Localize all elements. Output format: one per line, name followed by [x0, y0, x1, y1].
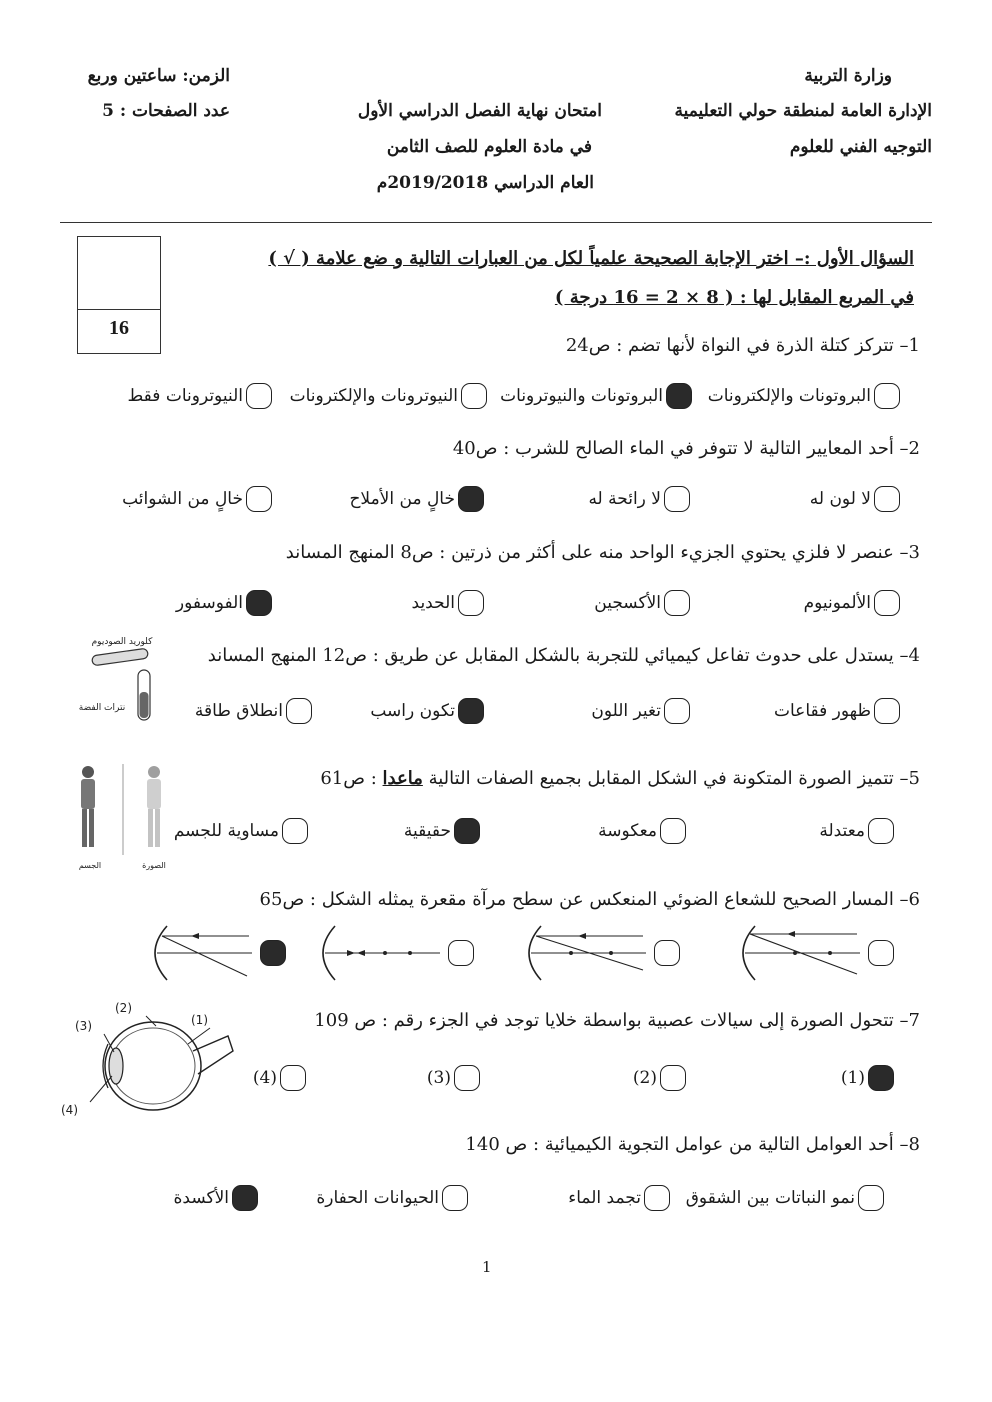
score-value: 16 [109, 317, 129, 339]
eye-label-1: (1) [190, 1013, 208, 1027]
q8-option-4[interactable]: الأكسدة [173, 1185, 258, 1211]
figure-label-sodium-chloride: كلوريد الصوديوم [91, 637, 153, 647]
checkbox[interactable] [858, 1185, 884, 1211]
checkbox[interactable] [664, 698, 690, 724]
guidance: التوجيه الفني للعلوم [789, 137, 932, 157]
exam-title: امتحان نهاية الفصل الدراسي الأول [357, 101, 602, 121]
q8-option-1[interactable]: نمو النباتات بين الشقوق [686, 1185, 884, 1211]
question-3-text: 3– عنصر لا فلزي يحتوي الجزيء الواحد منه على أكثر من ذرتين : ص8 المنهج المساند [285, 542, 920, 563]
q1-option-2[interactable]: البروتونات والنيوترونات [500, 383, 692, 409]
q5-option-1[interactable]: معتدلة [819, 818, 894, 844]
exam-year: العام الدراسي 2019/2018م [376, 173, 594, 193]
section-subtitle: في المربع المقابل لها : ( 8 × 2 = 16 درجة ) [554, 287, 914, 308]
q2-option-3[interactable]: خالٍ من الأملاح [349, 486, 484, 512]
question-4-text: 4– يستدل على حدوث تفاعل كيميائي للتجربة بالشكل المقابل عن طريق : ص12 المنهج المساند [207, 645, 920, 666]
q2-option-2[interactable]: لا رائحة له [588, 486, 690, 512]
eye-label-2: (2) [114, 1001, 132, 1015]
checkbox-selected[interactable] [246, 590, 272, 616]
figure-label-silver-nitrate: نترات الفضة [78, 703, 126, 713]
figure-label-object: الجسم [78, 861, 102, 870]
q4-option-3[interactable]: تكون راسب [370, 698, 484, 724]
q7-option-1[interactable]: (1) [841, 1065, 894, 1091]
section-title: السؤال الأول :– اختر الإجابة الصحيحة علمياً لكل من العبارات التالية و ضع علامة ( √ ) [268, 248, 914, 269]
mirror-diagram-2 [511, 922, 651, 984]
checkbox[interactable] [644, 1185, 670, 1211]
mirror-diagram-1 [725, 922, 865, 984]
checkbox-selected[interactable] [868, 1065, 894, 1091]
q3-option-4[interactable]: الفوسفور [176, 590, 272, 616]
ministry: وزارة التربية [804, 66, 892, 86]
checkbox[interactable] [874, 590, 900, 616]
page-number: 1 [482, 1258, 492, 1276]
question-1-text: 1– تتركز كتلة الذرة في النواة لأنها تضم : ص24 [565, 335, 920, 356]
checkbox[interactable] [458, 590, 484, 616]
checkbox[interactable] [461, 383, 487, 409]
eye-label-4: (4) [60, 1103, 78, 1117]
q5-option-3[interactable]: حقيقية [404, 818, 480, 844]
q2-option-1[interactable]: لا لون له [810, 486, 900, 512]
q3-option-3[interactable]: الحديد [412, 590, 484, 616]
checkbox[interactable] [280, 1065, 306, 1091]
checkbox[interactable] [660, 1065, 686, 1091]
q7-option-4[interactable]: (4) [253, 1065, 306, 1091]
checkbox[interactable] [454, 1065, 480, 1091]
eye-diagram [60, 996, 243, 1121]
q7-option-3[interactable]: (3) [427, 1065, 480, 1091]
q8-option-3[interactable]: الحيوانات الحفارة [316, 1185, 468, 1211]
q1-option-3[interactable]: النيوترونات والإلكترونات [290, 383, 487, 409]
q5-option-2[interactable]: معكوسة [598, 818, 686, 844]
q6-option-3[interactable] [305, 922, 474, 984]
checkbox[interactable] [874, 383, 900, 409]
checkbox[interactable] [664, 590, 690, 616]
score-box [77, 236, 161, 354]
exam-subject: في مادة العلوم للصف الثامن [386, 137, 592, 157]
checkbox[interactable] [282, 818, 308, 844]
dropper-tube [92, 648, 149, 666]
checkbox[interactable] [246, 486, 272, 512]
checkbox[interactable] [874, 698, 900, 724]
checkbox[interactable] [246, 383, 272, 409]
q2-option-4[interactable]: خالٍ من الشوائب [122, 486, 272, 512]
object-person [81, 766, 95, 847]
checkbox[interactable] [664, 486, 690, 512]
q4-option-2[interactable]: تغير اللون [591, 698, 690, 724]
q3-option-1[interactable]: الألمونيوم [804, 590, 900, 616]
q6-option-2[interactable] [511, 922, 680, 984]
checkbox-selected[interactable] [232, 1185, 258, 1211]
checkbox[interactable] [868, 940, 894, 966]
mirror-diagram-4 [137, 922, 257, 984]
checkbox-selected[interactable] [458, 486, 484, 512]
directorate: الإدارة العامة لمنطقة حولي التعليمية [674, 101, 932, 121]
checkbox-selected[interactable] [260, 940, 286, 966]
q1-option-1[interactable]: البروتونات والإلكترونات [708, 383, 900, 409]
checkbox-selected[interactable] [458, 698, 484, 724]
lens [109, 1048, 123, 1084]
image-person [147, 766, 161, 847]
figure-label-image: الصورة [142, 861, 166, 870]
checkbox[interactable] [868, 818, 894, 844]
checkbox[interactable] [660, 818, 686, 844]
header-divider [60, 222, 932, 223]
checkbox[interactable] [654, 940, 680, 966]
question-6-text: 6– المسار الصحيح للشعاع الضوئي المنعكس عن سطح مرآة مقعرة يمثله الشكل : ص65 [259, 889, 920, 910]
mirror-image-figure [68, 760, 178, 875]
checkbox-selected[interactable] [454, 818, 480, 844]
q4-option-4[interactable]: انطلاق طاقة [195, 698, 312, 724]
precipitate [140, 692, 149, 718]
question-2-text: 2– أحد المعايير التالية لا تتوفر في الماء الصالح للشرب : ص40 [452, 438, 920, 459]
question-8-text: 8– أحد العوامل التالية من عوامل التجوية الكيميائية : ص 140 [465, 1134, 920, 1155]
checkbox-selected[interactable] [666, 383, 692, 409]
checkbox[interactable] [286, 698, 312, 724]
question-7-text: 7– تتحول الصورة إلى سيالات عصبية بواسطة خلايا توجد في الجزء رقم : ص 109 [314, 1010, 920, 1031]
page-count: عدد الصفحات : 5 [102, 101, 230, 121]
q1-option-4[interactable]: النيوترونات فقط [128, 383, 272, 409]
checkbox[interactable] [448, 940, 474, 966]
checkbox[interactable] [442, 1185, 468, 1211]
q6-option-1[interactable] [725, 922, 894, 984]
q8-option-2[interactable]: تجمد الماء [568, 1185, 670, 1211]
q3-option-2[interactable]: الأكسجين [594, 590, 690, 616]
checkbox[interactable] [874, 486, 900, 512]
question-5-text: 5– تتميز الصورة المتكونة في الشكل المقابل بجميع الصفات التالية ماعدا : ص61 [320, 768, 920, 789]
q4-option-1[interactable]: ظهور فقاعات [774, 698, 900, 724]
mirror-diagram-3 [305, 922, 445, 984]
test-tube-figure [70, 630, 180, 725]
q6-option-4[interactable] [137, 922, 286, 984]
q7-option-2[interactable]: (2) [633, 1065, 686, 1091]
q5-option-4[interactable]: مساوية للجسم [174, 818, 308, 844]
exam-time: الزمن: ساعتين وربع [87, 66, 230, 86]
eye-label-3: (3) [74, 1019, 92, 1033]
